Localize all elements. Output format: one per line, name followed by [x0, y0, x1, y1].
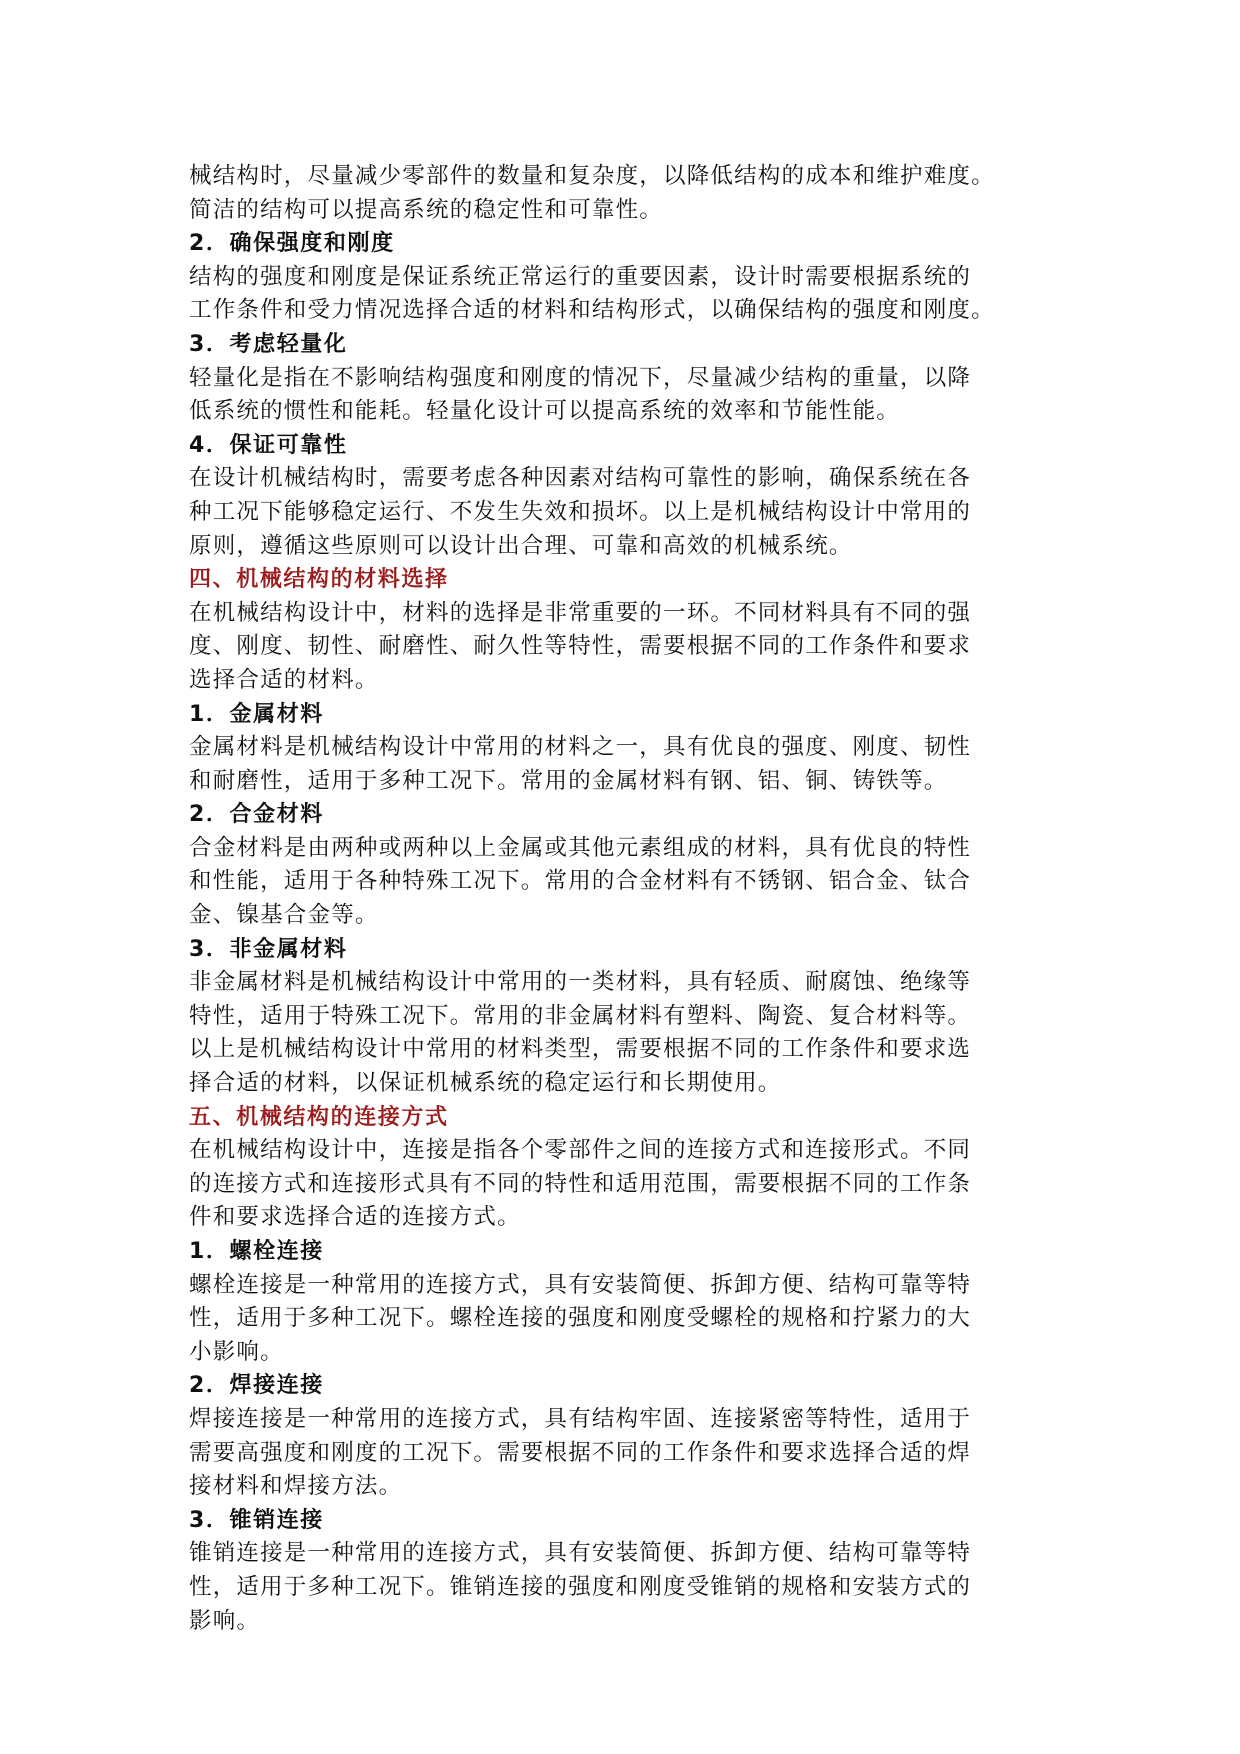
paragraph-line: 性，适用于多种工况下。螺栓连接的强度和刚度受螺栓的规格和拧紧力的大: [189, 1305, 972, 1332]
paragraph-line: 选择合适的材料。: [189, 666, 379, 693]
subsection-heading: 2．合金材料: [189, 802, 324, 828]
subsection-heading: 1．螺栓连接: [189, 1239, 324, 1264]
paragraph-line: 金、镍基合金等。: [189, 902, 379, 929]
paragraph-line: 影响。: [189, 1607, 261, 1634]
paragraph-line: 的连接方式和连接形式具有不同的特性和适用范围，需要根据不同的工作条: [189, 1170, 972, 1197]
paragraph-line: 原则，遵循这些原则可以设计出合理、可靠和高效的机械系统。: [189, 532, 853, 559]
section-heading: 四、机械结构的材料选择: [189, 567, 449, 593]
paragraph-line: 工作条件和受力情况选择合适的材料和结构形式，以确保结构的强度和刚度。: [189, 297, 995, 324]
paragraph-line: 轻量化是指在不影响结构强度和刚度的情况下，尽量减少结构的重量，以降: [189, 364, 972, 391]
paragraph-line: 焊接连接是一种常用的连接方式，具有结构牢固、连接紧密等特性，适用于: [189, 1405, 972, 1432]
paragraph-line: 合金材料是由两种或两种以上金属或其他元素组成的材料，具有优良的特性: [189, 834, 972, 861]
subsection-heading: 4．保证可靠性: [189, 432, 348, 458]
subsection-heading: 2．确保强度和刚度: [189, 231, 395, 257]
paragraph-line: 械结构时，尽量减少零部件的数量和复杂度，以降低结构的成本和维护难度。: [189, 163, 995, 189]
paragraph: [189, 1403, 1049, 1504]
section-heading: 五、机械结构的连接方式: [189, 1104, 449, 1130]
paragraph: [189, 1269, 1049, 1370]
paragraph-line: 非金属材料是机械结构设计中常用的一类材料，具有轻质、耐腐蚀、绝缘等: [189, 969, 972, 996]
paragraph-line: 件和要求选择合适的连接方式。: [189, 1204, 521, 1231]
paragraph-line: 性，适用于多种工况下。锥销连接的强度和刚度受锥销的规格和安装方式的: [189, 1573, 972, 1600]
paragraph-line: 简洁的结构可以提高系统的稳定性和可靠性。: [189, 196, 664, 223]
paragraph-line: 需要高强度和刚度的工况下。需要根据不同的工作条件和要求选择合适的焊: [189, 1439, 972, 1466]
paragraph: [189, 362, 1049, 429]
paragraph: [189, 261, 1049, 328]
paragraph-line: 特性，适用于特殊工况下。常用的非金属材料有塑料、陶瓷、复合材料等。: [189, 1002, 972, 1029]
paragraph: [189, 966, 1049, 1100]
subsection-heading: 3．考虑轻量化: [189, 331, 348, 357]
subsection-heading: 2．焊接连接: [189, 1373, 324, 1399]
paragraph-line: 接材料和焊接方法。: [189, 1473, 403, 1500]
paragraph-line: 低系统的惯性和能耗。轻量化设计可以提高系统的效率和节能性能。: [189, 398, 901, 425]
paragraph: [189, 1537, 1049, 1638]
paragraph: [189, 832, 1049, 933]
paragraph: [189, 597, 1049, 698]
document-body: [189, 160, 1049, 1638]
paragraph: [189, 731, 1049, 798]
paragraph-line: 锥销连接是一种常用的连接方式，具有安装简便、拆卸方便、结构可靠等特: [189, 1540, 972, 1567]
paragraph-line: 在机械结构设计中，连接是指各个零部件之间的连接方式和连接形式。不同: [189, 1137, 972, 1164]
document-page: [189, 160, 1049, 1638]
subsection-heading: 1．金属材料: [189, 701, 324, 727]
paragraph-line: 在设计机械结构时，需要考虑各种因素对结构可靠性的影响，确保系统在各: [189, 465, 972, 492]
paragraph-line: 种工况下能够稳定运行、不发生失效和损坏。以上是机械结构设计中常用的: [189, 498, 972, 525]
paragraph-line: 和耐磨性，适用于多种工况下。常用的金属材料有钢、铝、铜、铸铁等。: [189, 767, 948, 794]
subsection-heading: 3．锥销连接: [189, 1507, 324, 1533]
paragraph: [189, 462, 1049, 563]
paragraph: [189, 1134, 1049, 1235]
paragraph-line: 结构的强度和刚度是保证系统正常运行的重要因素，设计时需要根据系统的: [189, 263, 972, 290]
paragraph-line: 金属材料是机械结构设计中常用的材料之一，具有优良的强度、刚度、韧性: [189, 734, 972, 761]
paragraph-line: 在机械结构设计中，材料的选择是非常重要的一环。不同材料具有不同的强: [189, 599, 972, 626]
subsection-heading: 3．非金属材料: [189, 936, 348, 962]
paragraph-line: 以上是机械结构设计中常用的材料类型，需要根据不同的工作条件和要求选: [189, 1036, 972, 1063]
paragraph: [189, 160, 1049, 227]
paragraph-line: 择合适的材料，以保证机械系统的稳定运行和长期使用。: [189, 1070, 782, 1097]
paragraph-line: 螺栓连接是一种常用的连接方式，具有安装简便、拆卸方便、结构可靠等特: [189, 1271, 972, 1298]
paragraph-line: 度、刚度、韧性、耐磨性、耐久性等特性，需要根据不同的工作条件和要求: [189, 633, 972, 660]
paragraph-line: 和性能，适用于各种特殊工况下。常用的合金材料有不锈钢、铝合金、钛合: [189, 868, 972, 895]
paragraph-line: 小影响。: [189, 1338, 284, 1365]
